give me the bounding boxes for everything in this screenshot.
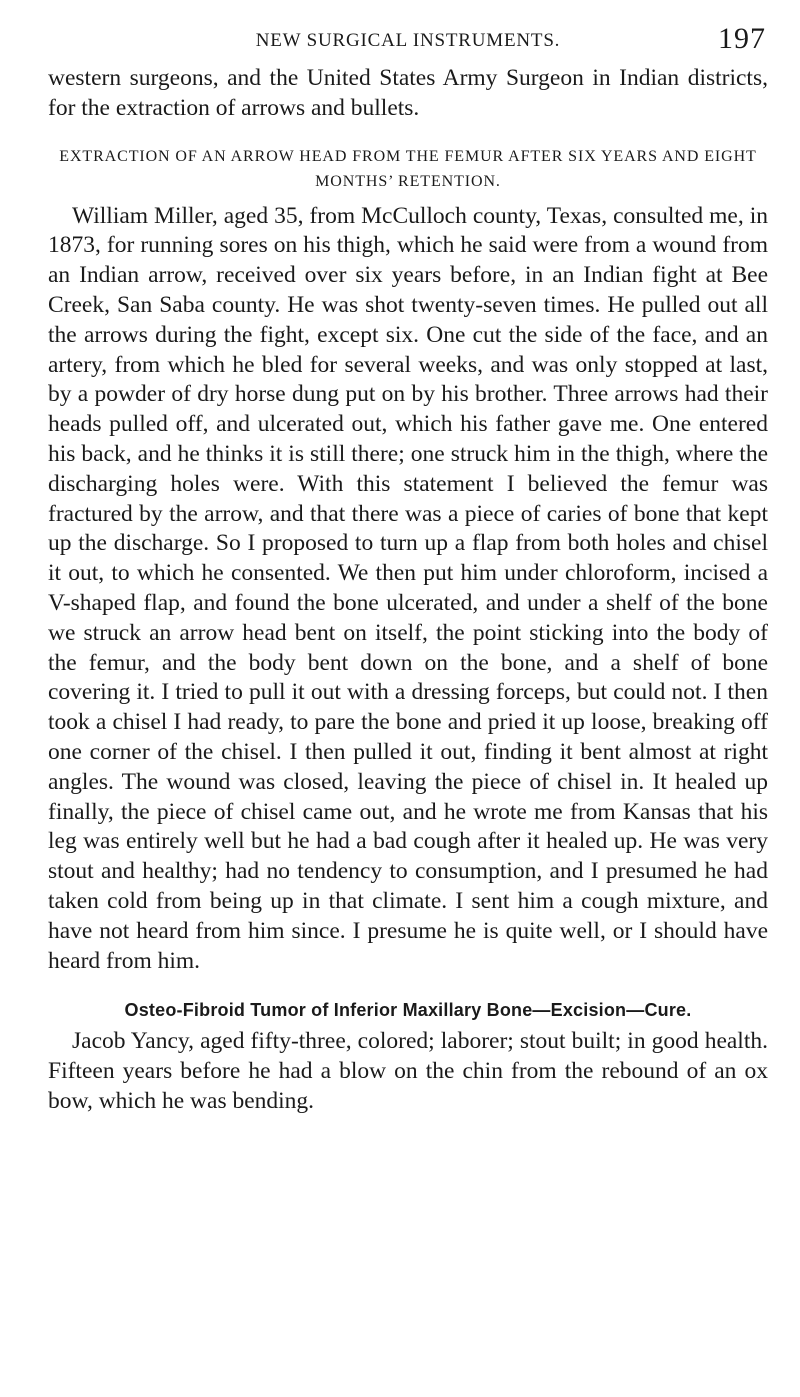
section-heading-arrow-extraction: EXTRACTION OF AN ARROW HEAD FROM THE FEMUR AFTER SIX YEARS AND EIGHT MONTHS’ RETENTION. xyxy=(59,147,757,190)
book-page xyxy=(48,22,768,1117)
section-heading-tumor: Osteo-Fibroid Tumor of Inferior Maxillary Bone—Excision—Cure. xyxy=(124,1000,692,1021)
case-report-paragraph: William Miller, aged 35, from McCulloch county, Texas, consulted me, in 1873, for running sores on his thigh, which he said were from a wound from an Indian arrow, received over six years before, in an Indian fight at Bee Creek, San Saba county. He was shot twenty-seven times. He pulled out all the arrows during the fight, except six. One cut the side of the face, and an artery, from which he bled for several weeks, and was only stopped at last, by a powder of dry horse dung put on by his brother. Three arrows had their heads pulled off, and ulcerated out, which his father gave me. One entered his back, and he thinks it is still there; one struck him in the thigh, where the discharging holes were. With this statement I believed the femur was fractured by the arrow, and that there was a piece of caries of bone that kept up the discharge. So I proposed to turn up a flap from both holes and chisel it out, to which he consented. We then put him under chloroform, incised a V-shaped flap, and found the bone ulcerated, and under a shelf of the bone we struck an arrow head bent on itself, the point sticking into the body of the femur, and the body bent down on the bone, and a shelf of bone covering it. I tried to pull it out with a dressing forceps, but could not. I then took a chisel I had ready, to pare the bone and pried it up loose, breaking off one corner of the chisel. I then pulled it out, finding it bent almost at right angles. The wound was closed, leaving the piece of chisel in. It healed up finally, the piece of chisel came out, and he wrote me from Kansas that his leg was entirely well but he had a bad cough after it healed up. He was very stout and healthy; had no tendency to consumption, and I presumed he had taken cold from being up in that climate. I sent him a cough mixture, and have not heard from him since. I presume he is quite well, or I should have heard from him. xyxy=(48,202,768,974)
tumor-case-paragraph: Jacob Yancy, aged fifty-three, colored; laborer; stout built; in good health. Fifteen years before he had a blow on the chin from the rebound of an ox bow, which he was bending. xyxy=(48,1028,768,1114)
running-title: NEW SURGICAL INSTRUMENTS. xyxy=(255,30,561,51)
running-header xyxy=(48,22,768,64)
page-number: 197 xyxy=(718,22,766,55)
continued-paragraph: western surgeons, and the United States Army Surgeon in Indian districts, for the extraction of arrows and bullets. xyxy=(48,65,768,121)
